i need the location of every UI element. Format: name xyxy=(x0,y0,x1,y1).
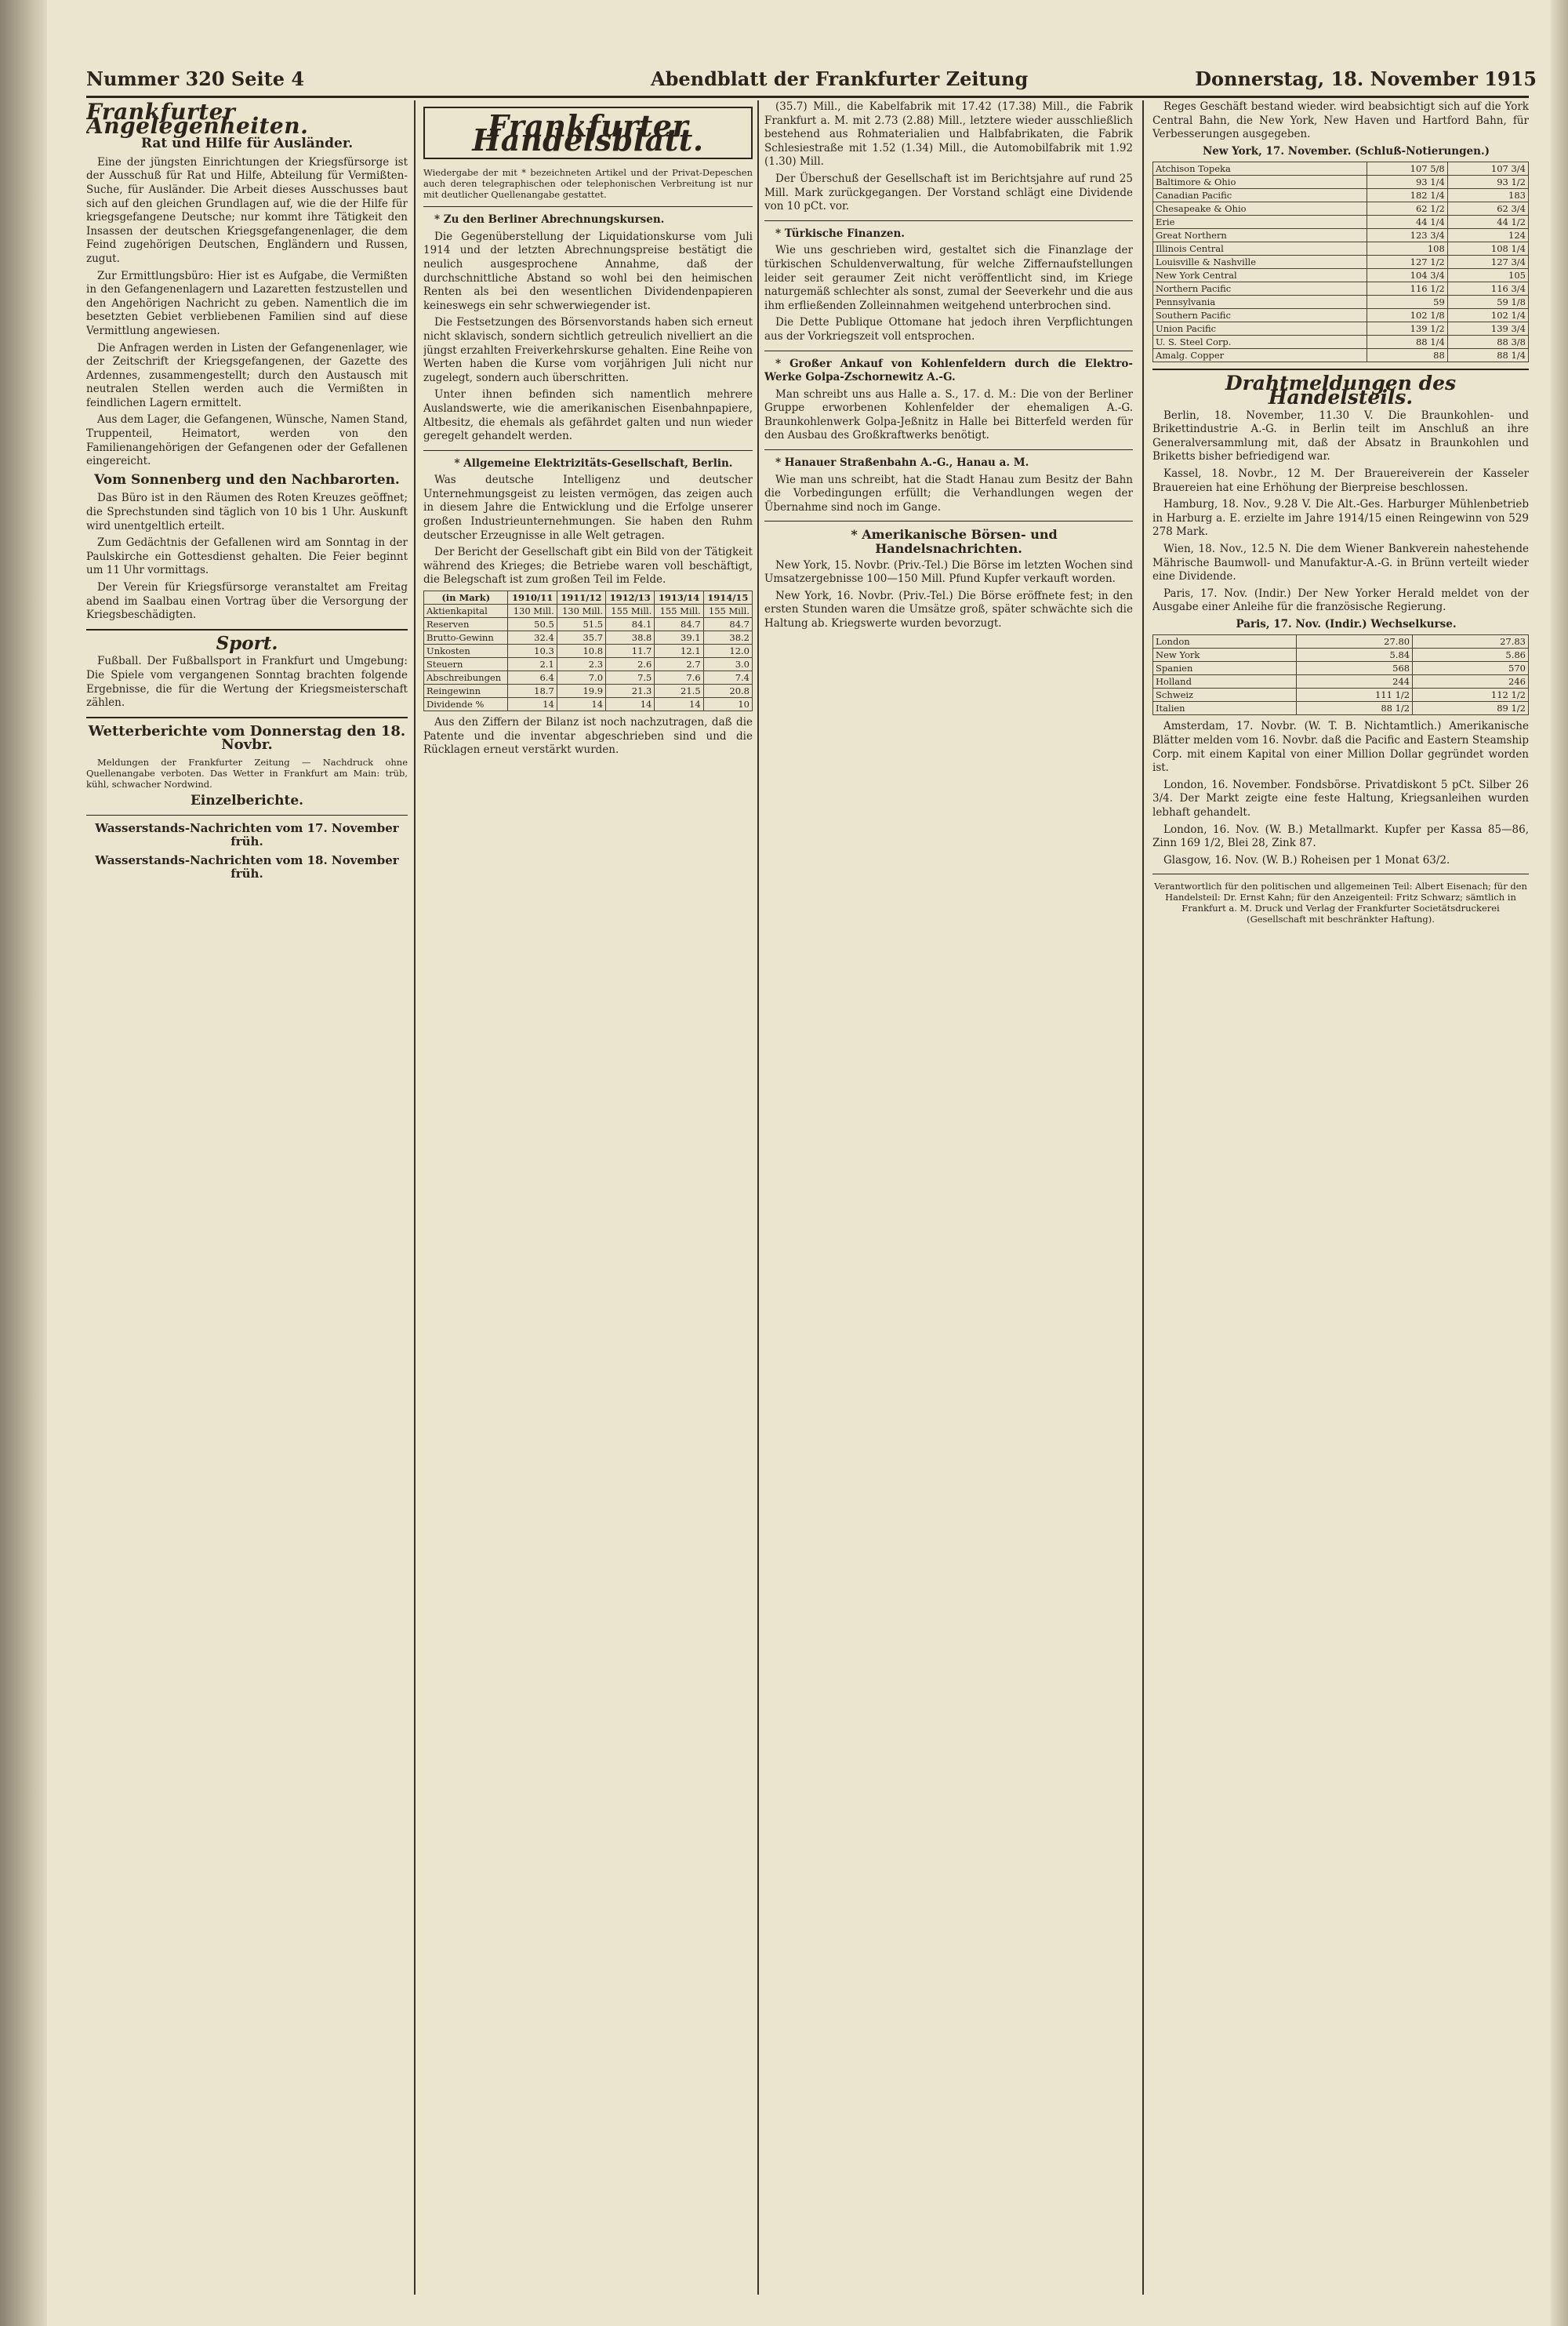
divider xyxy=(1152,369,1529,370)
row-label: Steuern xyxy=(424,658,508,671)
article-paragraph: Kassel, 18. Novbr., 12 M. Der Brauereiverein der Kasseler Brauereien hat eine Erhöhung der Bierpreise beschlossen. xyxy=(1152,467,1529,494)
row-label: Pennsylvania xyxy=(1153,296,1367,309)
article-heading: * Allgemeine Elektrizitäts-Gesellschaft, Berlin. xyxy=(454,456,733,470)
table-cell: 123 3/4 xyxy=(1367,229,1447,242)
table-row xyxy=(1153,662,1529,675)
table-cell: 2.1 xyxy=(508,658,557,671)
ny-quotes-title: New York, 17. November. (Schluß-Notierungen.) xyxy=(1202,144,1490,158)
table-cell: 44 1/4 xyxy=(1367,216,1447,229)
table-cell: 127 1/2 xyxy=(1367,256,1447,269)
table-cell: 88 3/8 xyxy=(1447,336,1528,349)
column-markets xyxy=(1152,100,1529,2295)
article-paragraph: Der Bericht der Gesellschaft gibt ein Bild von der Tätigkeit während des Krieges; die Betriebe waren voll beschäftigt, die Belegschaft ist zum großen Teil im Felde. xyxy=(423,546,753,587)
article-paragraph: Aus den Ziffern der Bilanz ist noch nachzutragen, daß die Patente und die inventar abgeschrieben sind und die Rücklagen erneut verstärkt wurden. xyxy=(423,716,753,757)
table-cell: 127 3/4 xyxy=(1447,256,1528,269)
binding-gutter xyxy=(0,0,47,2326)
divider xyxy=(86,629,408,631)
table-cell: 27.80 xyxy=(1297,635,1413,649)
table-row xyxy=(1153,229,1529,242)
column-business-continued xyxy=(764,100,1133,2295)
table-cell: 568 xyxy=(1297,662,1413,675)
table-row xyxy=(1153,242,1529,256)
table-cell: 183 xyxy=(1447,189,1528,202)
column-divider xyxy=(757,100,759,2295)
water-levels-title: Wasserstands-Nachrichten vom 18. November früh. xyxy=(95,852,399,881)
article-paragraph: London, 16. November. Fondsbörse. Privatdiskont 5 pCt. Silber 26 3/4. Der Markt zeigte eine feste Haltung, Kriegsanleihen wurden lebhaft gehandelt. xyxy=(1152,778,1529,820)
table-row xyxy=(1153,296,1529,309)
page-edge xyxy=(1551,0,1568,2326)
table-cell: 155 Mill. xyxy=(703,605,752,618)
table-cell: 2.7 xyxy=(655,658,703,671)
table-cell: 107 3/4 xyxy=(1447,162,1528,176)
article-paragraph: Zur Ermittlungsbüro: Hier ist es Aufgabe, die Vermißten in den Gefangenenlagern und Lazaretten festzustellen und den Angehörigen Nachricht zu geben. Namentlich die im besetzten Gebiet verbliebenen Familien sind auf diese Vermittlung angewiesen. xyxy=(86,269,408,337)
article-heading: * Amerikanische Börsen- und Handelsnachrichten. xyxy=(851,527,1058,557)
masthead xyxy=(86,63,1537,94)
article-paragraph: Zum Gedächtnis der Gefallenen wird am Sonntag in der Paulskirche ein Gottesdienst gehalten. Die Feier beginnt um 11 Uhr vormittags. xyxy=(86,536,408,577)
table-row xyxy=(424,658,753,671)
table-row xyxy=(424,645,753,658)
table-cell: 14 xyxy=(508,698,557,711)
table-cell: 44 1/2 xyxy=(1447,216,1528,229)
table-cell: 84.7 xyxy=(655,618,703,631)
table-cell: 112 1/2 xyxy=(1413,689,1529,702)
table-cell: 38.8 xyxy=(606,631,655,645)
column-business xyxy=(423,100,753,2295)
row-label: Erie xyxy=(1153,216,1367,229)
exchange-rates-title: Paris, 17. Nov. (Indir.) Wechselkurse. xyxy=(1236,617,1457,631)
masthead-rule xyxy=(86,96,1529,98)
article-paragraph: New York, 16. Novbr. (Priv.-Tel.) Die Börse eröffnete fest; in den ersten Stunden waren die Umsätze groß, später schwächte sich die Haltung ab. Kriegswerte wurden bevorzugt. xyxy=(764,589,1133,630)
table-cell: 107 5/8 xyxy=(1367,162,1447,176)
row-label: Chesapeake & Ohio xyxy=(1153,202,1367,216)
table-cell: 14 xyxy=(606,698,655,711)
table-cell: 155 Mill. xyxy=(655,605,703,618)
weather-title: Wetterberichte vom Donnerstag den 18. Novbr. xyxy=(88,722,406,754)
article-paragraph: Reges Geschäft bestand wieder. wird beabsichtigt sich auf die York Central Bahn, die New York, New Haven und Hartford Bahn, für Verbesserungen ausgegeben. xyxy=(1152,100,1529,141)
table-cell: 108 1/4 xyxy=(1447,242,1528,256)
table-cell: 124 xyxy=(1447,229,1528,242)
drahtmeldungen-title: Drahtmeldungen des Handelsteils. xyxy=(1225,372,1457,409)
article-paragraph: Unter ihnen befinden sich namentlich mehrere Auslandswerte, wie die amerikanischen Eisenbahnpapiere, Altbesitz, die ehemals als gefährdet galten und nun wieder geregelt gehandelt werden. xyxy=(423,388,753,443)
table-header: (in Mark) xyxy=(424,591,508,605)
row-label: Louisville & Nashville xyxy=(1153,256,1367,269)
table-cell: 116 3/4 xyxy=(1447,282,1528,296)
article-paragraph: Eine der jüngsten Einrichtungen der Kriegsfürsorge ist der Ausschuß für Rat und Hilfe, Abteilung für Vermißten-Suche, für Ausländer. Die Arbeit dieses Ausschusses baut sich auf den gleichen Grundlagen auf, wie die der Hilfe für kriegsgefangene Deutsche; nur kommt ihre Tätigkeit den Insassen der deutschen Kriegsgefangenenlager, die dem Feind zugehörigen Deutschen, Engländern und Russen, zugut. xyxy=(86,155,408,265)
article-heading: * Türkische Finanzen. xyxy=(775,227,905,240)
table-row xyxy=(1153,322,1529,336)
table-cell: 19.9 xyxy=(557,685,605,698)
table-cell: 12.0 xyxy=(703,645,752,658)
table-cell: 7.4 xyxy=(703,671,752,685)
table-row xyxy=(1153,349,1529,362)
table-cell: 93 1/2 xyxy=(1447,176,1528,189)
issue-number: Nummer 320 Seite 4 xyxy=(86,67,305,90)
row-label: Holland xyxy=(1153,675,1297,689)
ny-quotes-table xyxy=(1152,162,1529,362)
article-paragraph: Berlin, 18. November, 11.30 V. Die Braunkohlen- und Brikettindustrie A.-G. in Berlin teilt im Anschluß an ihre Generalversammlung mit, daß der Absatz in Braunkohlen und Briketts bisher befriedigend war. xyxy=(1152,409,1529,463)
article-paragraph: Was deutsche Intelligenz und deutscher Unternehmungsgeist zu leisten vermögen, das zeigen auch in diesem Jahre die Entwicklung und die Erfolge unserer großen Industrieunternehmungen. Sie haben den Ruhm deutscher Erzeugnisse in alle Welt getragen. xyxy=(423,474,753,542)
article-paragraph: Hamburg, 18. Nov., 9.28 V. Die Alt.-Ges. Harburger Mühlenbetrieb in Harburg a. E. erzielte im Jahre 1914/15 einen Reingewinn von 529 278 Mark. xyxy=(1152,498,1529,539)
table-cell: 139 3/4 xyxy=(1447,322,1528,336)
divider xyxy=(764,220,1133,221)
table-cell: 7.0 xyxy=(557,671,605,685)
table-row xyxy=(1153,189,1529,202)
table-row xyxy=(424,618,753,631)
article-paragraph: Glasgow, 16. Nov. (W. B.) Roheisen per 1 Monat 63/2. xyxy=(1163,853,1450,867)
table-header: 1911/12 xyxy=(557,591,605,605)
table-cell: 130 Mill. xyxy=(557,605,605,618)
exchange-rates-table xyxy=(1152,634,1529,715)
row-label: Abschreibungen xyxy=(424,671,508,685)
newspaper-title: Abendblatt der Frankfurter Zeitung xyxy=(651,67,1029,90)
row-label: London xyxy=(1153,635,1297,649)
imprint: Verantwortlich für den politischen und allgemeinen Teil: Albert Eisenach; für den Handelsteil: Dr. Ernst Kahn; für den Anzeigenteil: Fritz Schwarz; sämtlich in Frankfurt a. M. Druck und Verlag der Frankfurter Societätsdruckerei (Gesellschaft mit beschränkter Haftung). xyxy=(1154,881,1527,925)
table-row xyxy=(1153,635,1529,649)
table-cell: 105 xyxy=(1447,269,1528,282)
article-paragraph: Die Anfragen werden in Listen der Gefangenenlager, wie der Zeitschrift der Kriegsgefangenen, der Gazette des Ardennes, zusammengestellt; durch den Austausch mit neutralen Stellen werden auch die Vermißten in feindlichen Lagern ermittelt. xyxy=(86,341,408,409)
table-row xyxy=(1153,162,1529,176)
divider xyxy=(423,206,753,207)
divider xyxy=(764,521,1133,522)
row-label: Atchison Topeka xyxy=(1153,162,1367,176)
article-paragraph: (35.7) Mill., die Kabelfabrik mit 17.42 (17.38) Mill., die Fabrik Frankfurt a. M. mit 2.73 (2.88) Mill., letztere wieder ausschließlich bestehend aus Rohmaterialien und Halbfabrikaten, die Fabrik Schlesiestraße mit 1.52 (1.34) Mill., die Automobilfabrik mit 1.92 (1.30) Mill. xyxy=(764,100,1133,169)
article-paragraph: New York, 15. Novbr. (Priv.-Tel.) Die Börse im letzten Wochen sind Umsatzergebnisse 100—150 Mill. Pfund Kupfer verkauft worden. xyxy=(764,558,1133,586)
row-label: U. S. Steel Corp. xyxy=(1153,336,1367,349)
article-heading: * Hanauer Straßenbahn A.-G., Hanau a. M. xyxy=(775,456,1029,470)
article-paragraph: Aus dem Lager, die Gefangenen, Wünsche, Namen Stand, Truppenteil, Heimatort, werden von den Familienangehörigen der Gefangenen oder der Gefallenen eingereicht. xyxy=(86,413,408,468)
table-row xyxy=(424,671,753,685)
table-cell: 155 Mill. xyxy=(606,605,655,618)
table-header: 1910/11 xyxy=(508,591,557,605)
table-row xyxy=(424,605,753,618)
water-levels-title: Wasserstands-Nachrichten vom 17. November früh. xyxy=(95,820,399,849)
table-cell: 14 xyxy=(655,698,703,711)
section-title: Frankfurter Angelegenheiten. xyxy=(86,100,309,139)
article-heading: * Großer Ankauf von Kohlenfeldern durch die Elektro-Werke Golpa-Zschornewitz A.-G. xyxy=(764,357,1133,384)
table-cell: 2.6 xyxy=(606,658,655,671)
table-cell: 102 1/4 xyxy=(1447,309,1528,322)
row-label: Spanien xyxy=(1153,662,1297,675)
table-cell: 5.84 xyxy=(1297,649,1413,662)
table-cell: 89 1/2 xyxy=(1413,702,1529,715)
table-cell: 570 xyxy=(1413,662,1529,675)
column-divider xyxy=(414,100,416,2295)
table-cell: 20.8 xyxy=(703,685,752,698)
article-paragraph: Paris, 17. Nov. (Indir.) Der New Yorker Herald meldet von der Ausgabe einer Anleihe für die französische Regierung. xyxy=(1152,587,1529,614)
article-paragraph: Fußball. Der Fußballsport in Frankfurt und Umgebung: Die Spiele vom vergangenen Sonntag brachten folgende Ergebnisse, die für die Wertung der Kriegsmeisterschaft zählen. xyxy=(86,655,408,710)
table-cell: 88 1/4 xyxy=(1447,349,1528,362)
row-label: Southern Pacific xyxy=(1153,309,1367,322)
table-cell: 59 xyxy=(1367,296,1447,309)
row-label: Dividende % xyxy=(424,698,508,711)
row-label: Reingewinn xyxy=(424,685,508,698)
table-cell: 102 1/8 xyxy=(1367,309,1447,322)
table-row xyxy=(1153,282,1529,296)
table-cell: 2.3 xyxy=(557,658,605,671)
divider xyxy=(423,450,753,451)
table-cell: 84.1 xyxy=(606,618,655,631)
table-cell: 116 1/2 xyxy=(1367,282,1447,296)
table-header: 1914/15 xyxy=(703,591,752,605)
table-cell: 21.3 xyxy=(606,685,655,698)
column-divider xyxy=(1142,100,1144,2295)
table-row xyxy=(1153,309,1529,322)
table-cell: 50.5 xyxy=(508,618,557,631)
table-row xyxy=(424,685,753,698)
table-cell: 10 xyxy=(703,698,752,711)
article-paragraph: Man schreibt uns aus Halle a. S., 17. d. M.: Die von der Berliner Gruppe erworbenen Kohlenfelder der ehemaligen A.-G. Braunkohlenwerk Golpa-Jeßnitz in Halle bei Bitterfeld werden für den Ausbau des Großkraftwerks benötigt. xyxy=(764,387,1133,442)
table-cell: 182 1/4 xyxy=(1367,189,1447,202)
table-cell: 88 1/2 xyxy=(1297,702,1413,715)
table-cell: 88 1/4 xyxy=(1367,336,1447,349)
table-cell: 246 xyxy=(1413,675,1529,689)
table-row xyxy=(1153,269,1529,282)
table-cell: 108 xyxy=(1367,242,1447,256)
article-paragraph: Wie uns geschrieben wird, gestaltet sich die Finanzlage der türkischen Schuldenverwaltung, für welche Ziffernaufstellungen leider seit geraumer Zeit nicht veröffentlicht sind, im Kriege naturgemäß schlechter als sonst, zumal der Seeverkehr und die aus ihm erfließenden Zolleinnahmen weitgehend unterbrochen sind. xyxy=(764,244,1133,312)
table-cell: 51.5 xyxy=(557,618,605,631)
table-header: 1913/14 xyxy=(655,591,703,605)
table-cell: 59 1/8 xyxy=(1447,296,1528,309)
row-label: Baltimore & Ohio xyxy=(1153,176,1367,189)
table-row xyxy=(1153,649,1529,662)
row-label: Schweiz xyxy=(1153,689,1297,702)
table-cell: 39.1 xyxy=(655,631,703,645)
article-paragraph: Die Dette Publique Ottomane hat jedoch ihren Verpflichtungen aus der Vorkriegszeit voll entsprochen. xyxy=(764,316,1133,343)
table-cell: 88 xyxy=(1367,349,1447,362)
article-paragraph: London, 16. Nov. (W. B.) Metallmarkt. Kupfer per Kassa 85—86, Zinn 169 1/2, Blei 28, Zink 87. xyxy=(1152,823,1529,850)
table-cell: 84.7 xyxy=(703,618,752,631)
table-cell: 3.0 xyxy=(703,658,752,671)
table-cell: 18.7 xyxy=(508,685,557,698)
table-cell: 111 1/2 xyxy=(1297,689,1413,702)
table-row xyxy=(1153,689,1529,702)
row-label: Aktienkapital xyxy=(424,605,508,618)
table-cell: 10.3 xyxy=(508,645,557,658)
reprint-notice: Wiedergabe der mit * bezeichneten Artikel und der Privat-Depeschen auch deren telegraphischen oder telephonischen Verbreitung ist nur mit deutlicher Quellenangabe gestattet. xyxy=(423,167,753,201)
table-row xyxy=(1153,202,1529,216)
row-label: New York Central xyxy=(1153,269,1367,282)
article-paragraph: Wie man uns schreibt, hat die Stadt Hanau zum Besitz der Bahn die Vorbedingungen erfüllt; die Verhandlungen wegen der Übernahme sind noch im Gange. xyxy=(764,473,1133,514)
row-label: Illinois Central xyxy=(1153,242,1367,256)
article-heading: Vom Sonnenberg und den Nachbarorten. xyxy=(94,471,400,488)
column-local-news xyxy=(86,100,408,2295)
table-row xyxy=(1153,176,1529,189)
table-cell: 5.86 xyxy=(1413,649,1529,662)
section-title: Frankfurter Handelsblatt. xyxy=(423,107,753,159)
table-cell: 6.4 xyxy=(508,671,557,685)
article-paragraph: Amsterdam, 17. Novbr. (W. T. B. Nichtamtlich.) Amerikanische Blätter melden vom 16. Novbr. daß die Pacific and Eastern Steamship Corp. mit einem Kapital von einer Million Dollar gegründet worden ist. xyxy=(1152,720,1529,775)
table-header-row xyxy=(424,591,753,605)
row-label: Great Northern xyxy=(1153,229,1367,242)
table-cell: 93 1/4 xyxy=(1367,176,1447,189)
table-cell: 130 Mill. xyxy=(508,605,557,618)
table-cell: 12.1 xyxy=(655,645,703,658)
sport-title: Sport. xyxy=(216,632,278,654)
table-row xyxy=(1153,256,1529,269)
table-cell: 11.7 xyxy=(606,645,655,658)
table-cell: 27.83 xyxy=(1413,635,1529,649)
row-label: Union Pacific xyxy=(1153,322,1367,336)
einzelberichte-title: Einzelberichte. xyxy=(190,792,304,809)
table-row xyxy=(424,698,753,711)
article-heading: Rat und Hilfe für Ausländer. xyxy=(140,136,354,152)
issue-date: Donnerstag, 18. November 1915 xyxy=(1195,67,1537,90)
table-cell: 32.4 xyxy=(508,631,557,645)
row-label: Amalg. Copper xyxy=(1153,349,1367,362)
article-paragraph: Die Gegenüberstellung der Liquidationskurse vom Juli 1914 und der letzten Abrechnungspreise bestätigt die neulich ausgesprochene Annahme, daß der durchschnittliche Abstand so wohl bei den heimischen Renten als bei den wesentlichen Dividendenpapieren keineswegs ein sehr schwerwiegender ist. xyxy=(423,230,753,312)
aeg-balance-table xyxy=(423,591,753,711)
table-row xyxy=(1153,336,1529,349)
row-label: New York xyxy=(1153,649,1297,662)
weather-paragraph: Meldungen der Frankfurter Zeitung — Nachdruck ohne Quellenangabe verboten. Das Wetter in Frankfurt am Main: trüb, kühl, schwacher Nordwind. xyxy=(86,756,408,790)
article-paragraph: Der Verein für Kriegsfürsorge veranstaltet am Freitag abend im Saalbau einen Vortrag über die Versorgung der Kriegsbeschädigten. xyxy=(86,581,408,622)
row-label: Canadian Pacific xyxy=(1153,189,1367,202)
article-paragraph: Die Festsetzungen des Börsenvorstands haben sich erneut nicht sklavisch, sondern sichtlich getreulich nivelliert an die jüngst erzahlten Freiverkehrskurse gehalten. Eine Reihe von Werten haben die Kurse vom vorjährigen Juli nicht nur zugelegt, sondern auch überschritten. xyxy=(423,316,753,384)
table-cell: 14 xyxy=(557,698,605,711)
article-paragraph: Wien, 18. Nov., 12.5 N. Die dem Wiener Bankverein nahestehende Mährische Baumwoll- und Manufaktur-A.-G. in Brünn verteilt wieder eine Dividende. xyxy=(1152,542,1529,583)
divider xyxy=(86,717,408,718)
article-heading: * Zu den Berliner Abrechnungskursen. xyxy=(434,213,665,227)
table-cell: 244 xyxy=(1297,675,1413,689)
table-cell: 7.6 xyxy=(655,671,703,685)
table-cell: 35.7 xyxy=(557,631,605,645)
article-paragraph: Das Büro ist in den Räumen des Roten Kreuzes geöffnet; die Sprechstunden sind täglich von 10 bis 1 Uhr. Auskunft wird unentgeltlich erteilt. xyxy=(86,492,408,532)
table-row xyxy=(1153,702,1529,715)
row-label: Reserven xyxy=(424,618,508,631)
article-paragraph: Der Überschuß der Gesellschaft ist im Berichtsjahre auf rund 25 Mill. Mark zurückgegangen. Der Vorstand schlägt eine Dividende von 10 pCt. vor. xyxy=(764,172,1133,213)
table-row xyxy=(1153,675,1529,689)
row-label: Italien xyxy=(1153,702,1297,715)
table-cell: 10.8 xyxy=(557,645,605,658)
table-cell: 38.2 xyxy=(703,631,752,645)
table-cell: 62 3/4 xyxy=(1447,202,1528,216)
table-cell: 139 1/2 xyxy=(1367,322,1447,336)
table-row xyxy=(424,631,753,645)
row-label: Brutto-Gewinn xyxy=(424,631,508,645)
divider xyxy=(86,815,408,816)
table-header: 1912/13 xyxy=(606,591,655,605)
table-cell: 7.5 xyxy=(606,671,655,685)
table-row xyxy=(1153,216,1529,229)
table-cell: 21.5 xyxy=(655,685,703,698)
table-cell: 104 3/4 xyxy=(1367,269,1447,282)
table-cell: 62 1/2 xyxy=(1367,202,1447,216)
row-label: Northern Pacific xyxy=(1153,282,1367,296)
row-label: Unkosten xyxy=(424,645,508,658)
divider xyxy=(764,449,1133,450)
